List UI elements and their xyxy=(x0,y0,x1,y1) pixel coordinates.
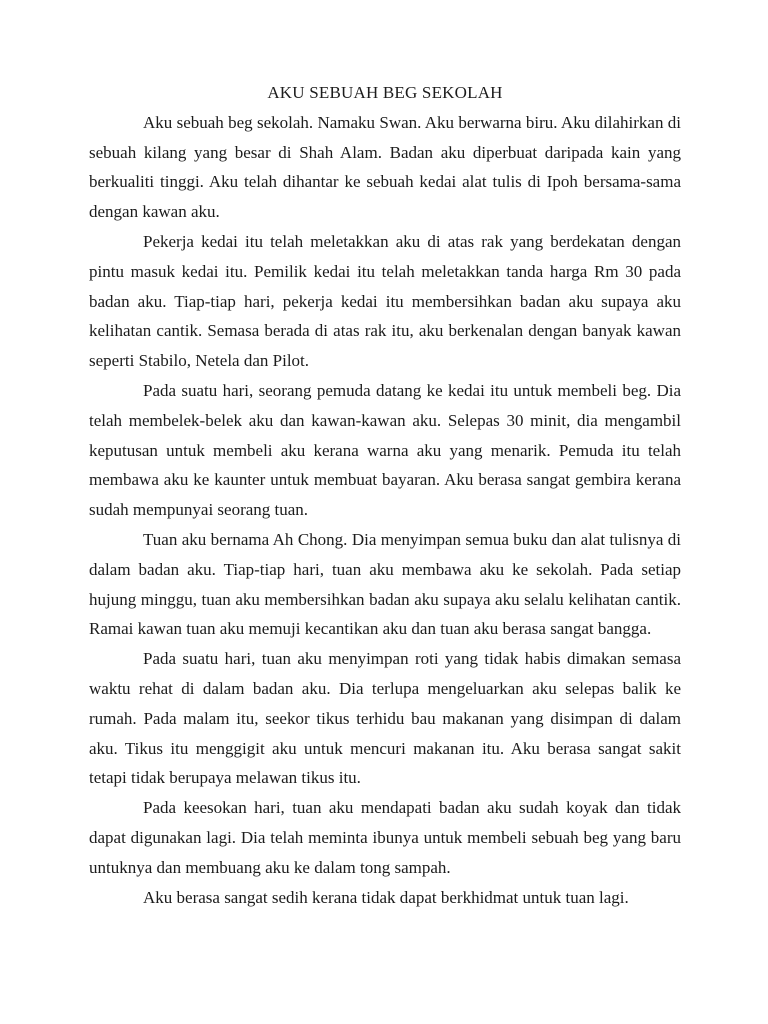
paragraph-7: Aku berasa sangat sedih kerana tidak dapat berkhidmat untuk tuan lagi. xyxy=(143,887,629,907)
paragraph-2: Pekerja kedai itu telah meletakkan aku di atas rak yang berdekatan dengan pintu masuk kedai itu. Pemilik kedai itu telah meletakkan tanda harga Rm 30 pada badan aku. Tiap-tiap hari, pekerja kedai itu membersihkan badan aku supaya aku kelihatan cantik. Semasa berada di atas rak itu, aku berkenalan dengan banyak kawan seperti Stabilo, Netela dan Pilot. xyxy=(89,231,681,371)
paragraph-3: Pada suatu hari, seorang pemuda datang ke kedai itu untuk membeli beg. Dia telah membelek-belek aku dan kawan-kawan aku. Selepas 30 minit, dia mengambil keputusan untuk membeli aku kerana warna aku yang menarik. Pemuda itu telah membawa aku ke kaunter untuk membuat bayaran. Aku berasa sangat gembira kerana sudah mempunyai seorang tuan. xyxy=(89,380,681,520)
paragraph-4: Tuan aku bernama Ah Chong. Dia menyimpan semua buku dan alat tulisnya di dalam badan aku. Tiap-tiap hari, tuan aku membawa aku ke sekolah. Pada setiap hujung minggu, tuan aku membersihkan badan aku supaya aku selalu kelihatan cantik. Ramai kawan tuan aku memuji kecantikan aku dan tuan aku berasa sangat bangga. xyxy=(89,529,681,639)
document-title: AKU SEBUAH BEG SEKOLAH xyxy=(267,83,503,102)
paragraph-6: Pada keesokan hari, tuan aku mendapati badan aku sudah koyak dan tidak dapat digunakan lagi. Dia telah meminta ibunya untuk membeli sebuah beg yang baru untuknya dan membuang aku ke dalam tong sampah. xyxy=(89,798,681,877)
document-body xyxy=(89,78,681,912)
paragraph-1: Aku sebuah beg sekolah. Namaku Swan. Aku berwarna biru. Aku dilahirkan di sebuah kilang yang besar di Shah Alam. Badan aku diperbuat daripada kain yang berkualiti tinggi. Aku telah dihantar ke sebuah kedai alat tulis di Ipoh bersama-sama dengan kawan aku. xyxy=(89,112,681,222)
paragraph-5: Pada suatu hari, tuan aku menyimpan roti yang tidak habis dimakan semasa waktu rehat di dalam badan aku. Dia terlupa mengeluarkan aku selepas balik ke rumah. Pada malam itu, seekor tikus terhidu bau makanan yang disimpan di dalam aku. Tikus itu menggigit aku untuk mencuri makanan itu. Aku berasa sangat sakit tetapi tidak berupaya melawan tikus itu. xyxy=(89,649,681,788)
